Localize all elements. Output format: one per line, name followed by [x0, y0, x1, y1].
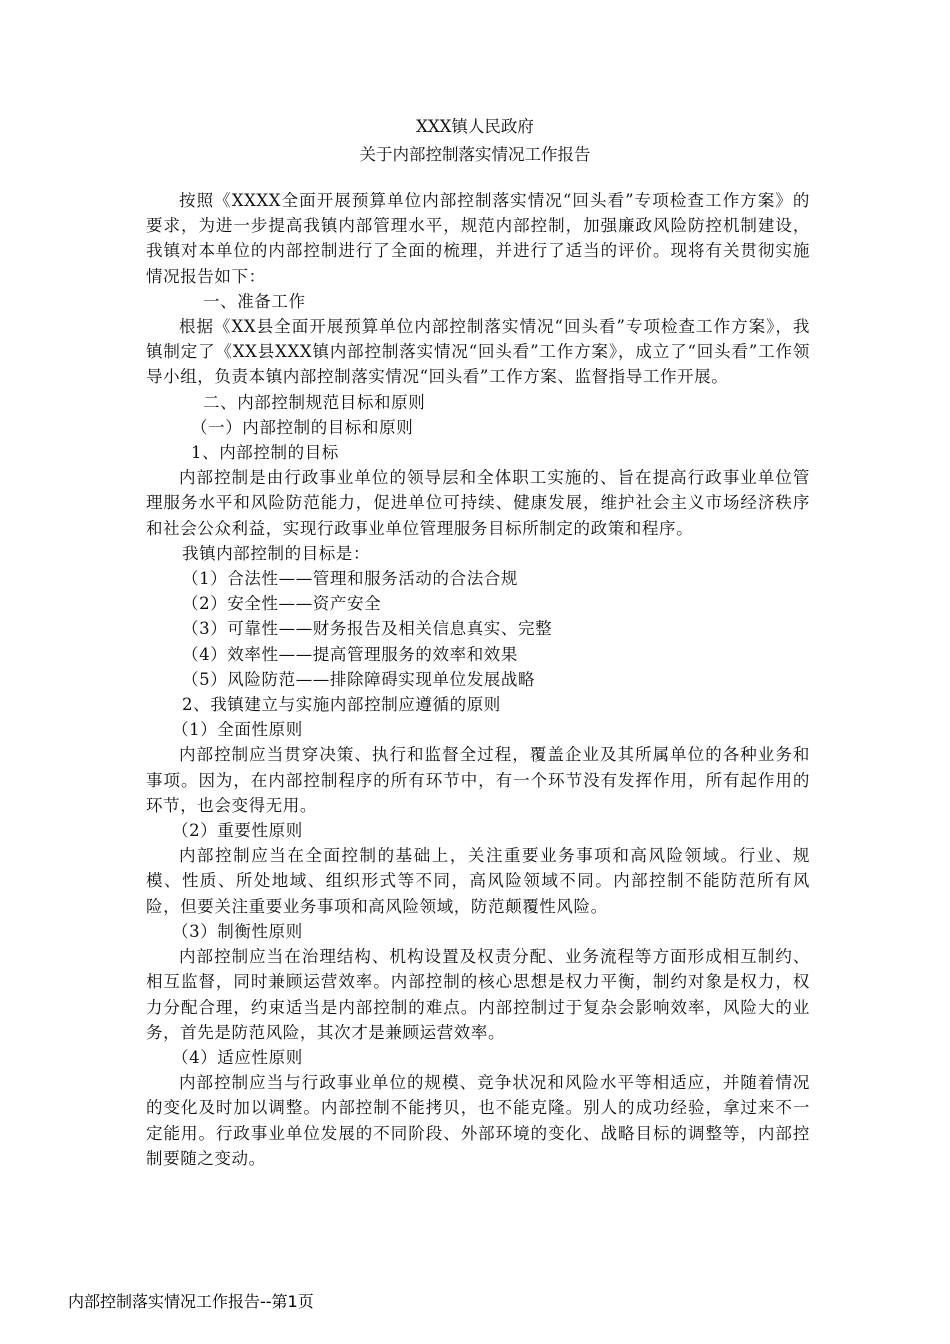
intro-paragraph: 按照《XXXX全面开展预算单位内部控制落实情况“回头看”专项检查工作方案》的要求，为进一步提高我镇内部管理水平，规范内部控制，加强廉政风险防控机制建设，我镇对本单位的内部控制进行了全面的梳理，并进行了适当的评价。现将有关贯彻实施情况报告如下：: [146, 191, 810, 286]
principle-heading-3: （3）制衡性原则: [172, 921, 303, 941]
goals-intro: 我镇内部控制的目标是：: [182, 543, 371, 563]
item-heading-2: 2、我镇建立与实施内部控制应遵循的原则: [182, 695, 501, 715]
title-subject: 关于内部控制落实情况工作报告: [359, 145, 591, 164]
document-title: [0, 113, 950, 169]
section-heading-2: 二、内部控制规范目标和原则: [203, 392, 426, 412]
principle-2-paragraph: 内部控制应当在全面控制的基础上，关注重要业务事项和高风险领域。行业、规模、性质、所处地域、组织形式等不同，高风险领域不同。内部控制不能防范所有风险，但要关注重要业务事项和高风险领域，防范颠覆性风险。: [146, 846, 810, 916]
goal-item: （1）合法性——管理和服务活动的合法合规: [182, 569, 518, 589]
principle-4-paragraph: 内部控制应当与行政事业单位的规模、竞争状况和风险水平等相适应，并随着情况的变化及时加以调整。内部控制不能拷贝，也不能克隆。别人的成功经验，拿过来不一定能用。行政事业单位发展的不同阶段、外部环境的变化、战略目标的调整等，内部控制要随之变动。: [146, 1073, 810, 1168]
page-footer: 内部控制落实情况工作报告--第1页: [68, 1292, 314, 1311]
principle-heading-1: （1）全面性原则: [172, 720, 303, 740]
principle-heading-4: （4）适应性原则: [172, 1047, 303, 1067]
principle-heading-2: （2）重要性原则: [172, 821, 303, 841]
title-issuer: XXX镇人民政府: [416, 117, 534, 136]
section-1-paragraph: 根据《XX县全面开展预算单位内部控制落实情况“回头看”专项检查工作方案》，我镇制定了《XX县XXX镇内部控制落实情况“回头看”工作方案》，成立了“回头看”工作领导小组，负责本镇内部控制落实情况“回头看”工作方案、监督指导工作开展。: [146, 317, 810, 387]
item-heading-1: 1、内部控制的目标: [191, 443, 339, 463]
subsection-heading-1: （一）内部控制的目标和原则: [191, 417, 414, 437]
section-heading-1: 一、准备工作: [203, 291, 306, 311]
principle-1-paragraph: 内部控制应当贯穿决策、执行和监督全过程，覆盖企业及其所属单位的各种业务和事项。因为，在内部控制程序的所有环节中，有一个环节没有发挥作用，所有起作用的环节，也会变得无用。: [146, 745, 810, 815]
goal-item: （3）可靠性——财务报告及相关信息真实、完整: [182, 619, 553, 639]
principle-3-paragraph: 内部控制应当在治理结构、机构设置及权责分配、业务流程等方面形成相互制约、相互监督，同时兼顾运营效率。内部控制的核心思想是权力平衡，制约对象是权力，权力分配合理，约束适当是内部控制的难点。内部控制过于复杂会影响效率，风险大的业务，首先是防范风险，其次才是兼顾运营效率。: [146, 947, 810, 1042]
document-body: [146, 188, 810, 1171]
goal-item: （4）效率性——提高管理服务的效率和效果: [182, 644, 518, 664]
goal-item: （5）风险防范——排除障碍实现单位发展战略: [182, 669, 536, 689]
goal-item: （2）安全性——资产安全: [182, 594, 382, 614]
item-1-paragraph: 内部控制是由行政事业单位的领导层和全体职工实施的、旨在提高行政事业单位管理服务水平和风险防范能力，促进单位可持续、健康发展，维护社会主义市场经济秩序和社会公众利益，实现行政事业单位管理服务目标所制定的政策和程序。: [146, 468, 810, 538]
